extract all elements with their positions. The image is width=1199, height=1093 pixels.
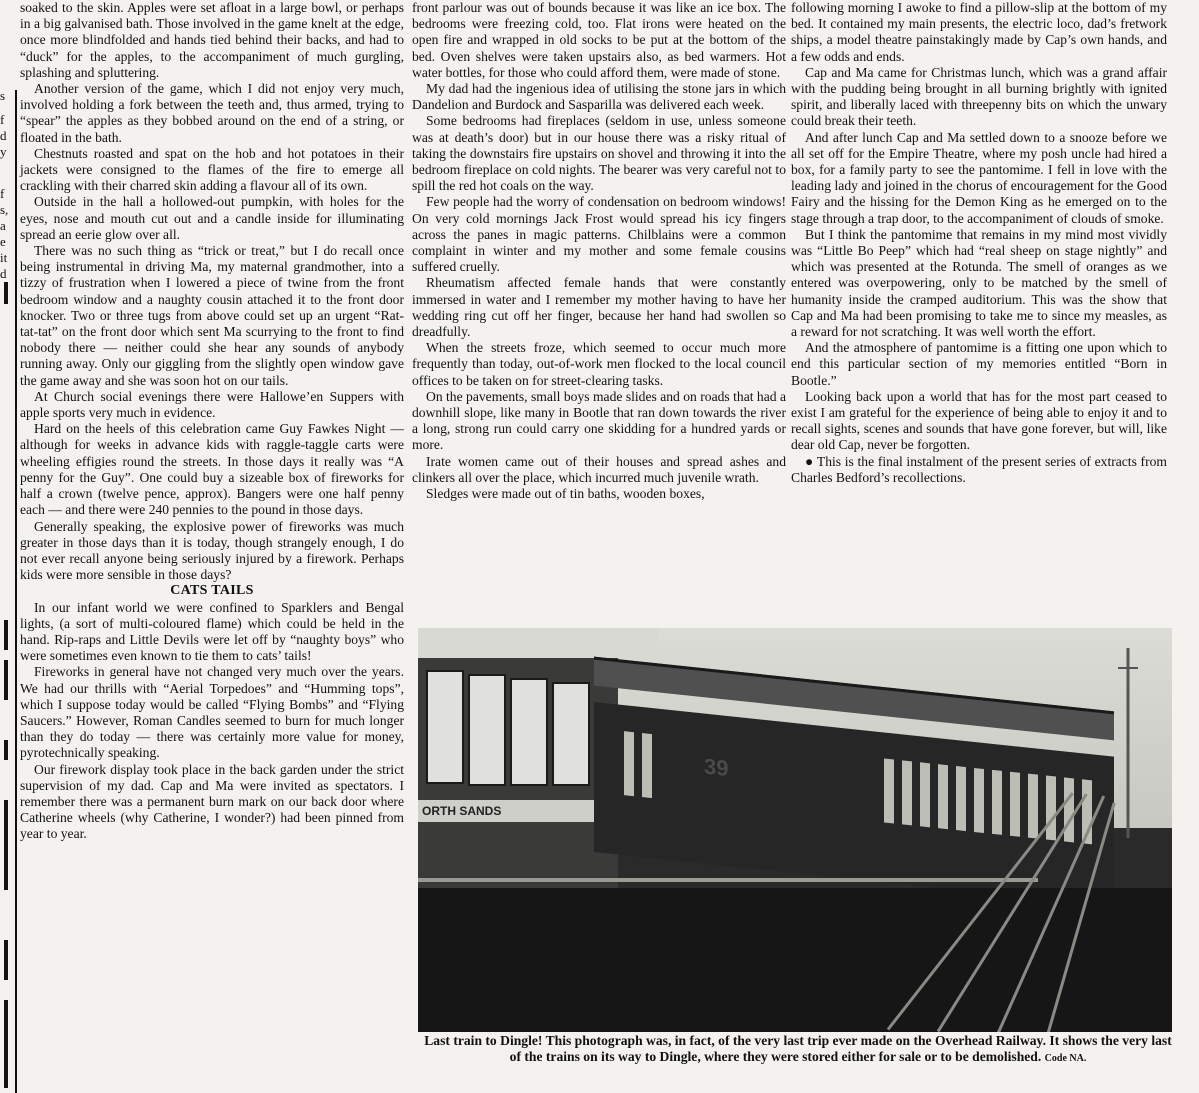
margin-fragment: s (0, 88, 6, 103)
paragraph: Another version of the game, which I did not enjoy very much, involved holding a fork between the teeth and, thus armed, trying to “spear” the apples as they bobbed around on the end of a string, or floated in the bath. (20, 81, 404, 145)
margin-fragment: a (0, 218, 6, 233)
paragraph: front parlour was out of bounds because it was like an ice box. The bedrooms were freezing cold, too. Flat irons were heated on the open fire and wrapped in old socks to be put at the bottom of the bed. Oven shelves were taken upstairs also, as bed warmers. Hot water bottles, for those who could afford them, were made of stone. (412, 0, 786, 80)
paragraph: Few people had the worry of condensation on bedroom windows! On very cold mornings Jack Frost would spread his icy fingers across the panes in magic patterns. Chilblains were a common complaint in winter and my mother and some female cousins suffered cruelly. (412, 194, 786, 275)
signal-mast (1108, 648, 1148, 838)
station-window (552, 682, 590, 786)
margin-bar (4, 660, 8, 700)
paragraph: But I think the pantomime that remains in my mind most vividly was “Little Bo Peep” which had “real sheep on stage nightly” and which was presented at the Rotunda. The smell of oranges as we entered was overpowering, only to be matched by the smell of humanity inside the cramped auditorium. This was the show that Cap and Ma had been promising to take me to since my measles, as a reward for not scratching. It was well worth the effort. (791, 226, 1167, 340)
paragraph: Our firework display took place in the back garden under the strict supervision of my dad. Cap and Ma were invited as spectators. I remember there was a permanent burn mark on our back door where Catherine wheels (why Catherine, I wonder?) had been pinned from year to year. (20, 761, 404, 842)
paragraph: Sledges were made out of tin baths, wooden boxes, (426, 486, 705, 502)
paragraph: soaked to the skin. Apples were set afloat in a large bowl, or perhaps in a big galvanised bath. Those involved in the game knelt at the edge, once more blindfolded and hands tied behind their backs, and had to “duck” for the apples, to the accompaniment of much gurgling, splashing and spluttering. (20, 0, 404, 80)
paragraph: When the streets froze, which seemed to occur much more frequently than today, out-of-work men flocked to the local council offices to be taken on for street-clearing tasks. (412, 340, 786, 388)
train-window (642, 733, 652, 798)
paragraph: Chestnuts roasted and spat on the hob and hot potatoes in their jackets were consigned to the flames of the fire to emerge all crackling with their charred skin adding a flavour all of its own. (20, 145, 404, 194)
paragraph: Looking back upon a world that has for the most part ceased to exist I am grateful for the experience of being able to enjoy it and to recall sights, scenes and sounds that have gone forever, but will, like dear old Cap, never be forgotten. (791, 388, 1167, 453)
left-margin-fragments (0, 0, 16, 1093)
railway-deck (418, 888, 1172, 1032)
paragraph: There was no such thing as “trick or treat,” but I do recall once being instrumental in driving Ma, my maternal grandmother, into a tizzy of frustration when I lowered a piece of twine from the front bedroom window and a naughty cousin attached it to the front door knocker. Two or three tugs from above could set up an urgent “Rat-tat-tat” on the front door which sent Ma scurrying to the front to find nobody there — neither could she hear any sounds of anybody running away. Only our giggling from the slightly open window gave the game away and she was soon hot on our tails. (20, 243, 404, 388)
train-number: 39 (704, 753, 729, 782)
margin-fragment: s, (0, 202, 9, 217)
margin-bar (4, 1000, 8, 1088)
section-subhead: CATS TAILS (170, 583, 254, 599)
margin-fragment: d (0, 266, 7, 281)
paragraph: Outside in the hall a hollowed-out pumpkin, with holes for the eyes, nose and mouth cut out and a candle inside for illuminating spread an eerie glow over all. (20, 194, 404, 242)
train-window (1046, 776, 1056, 841)
paragraph: Rheumatism affected female hands that were constantly immersed in water and I remember my mother having to have her wedding ring cut off her finger, because her hand had swollen so dreadfully. (412, 275, 786, 340)
paragraph: At Church social evenings there were Hallowe’en Suppers with apple sports very much in evidence. (20, 388, 404, 421)
train-window (1010, 772, 1020, 837)
margin-fragment: it (0, 250, 8, 265)
series-note: ● This is the final instalment of the present series of extracts from Charles Bedford’s recollections. (791, 453, 1167, 485)
train-window (624, 731, 634, 796)
train-window (938, 764, 948, 829)
article-column-3 (791, 0, 1167, 486)
paragraph: And after lunch Cap and Ma settled down to a snooze before we all set off for the Empire Theatre, where my posh uncle had hired a box, for a family party to see the pantomime. I fell in love with the leading lady and joined in the chorus of encouragement for the Good Fairy and the hissing for the Demon King as he emerged on to the stage through a trap door, to the accompaniment of clouds of smoke. (791, 129, 1167, 226)
train-window (902, 760, 912, 825)
paragraph: Hard on the heels of this celebration came Guy Fawkes Night — although for weeks in advance kids with raggle-taggle carts were wheeling effigies round the streets. In those days it really was “A penny for the Guy”. One could buy a sizeable box of fireworks for half a crown (twelve pence, approx). Bangers were one half penny each — and there were 240 pennies to the pound in those days. (20, 421, 404, 518)
margin-bar (4, 740, 8, 760)
article-column-1 (20, 0, 404, 843)
platform-edge (418, 878, 1038, 882)
paragraph: following morning I awoke to find a pillow-slip at the bottom of my bed. It contained my main presents, the electric loco, dad’s fretwork ships, a model theatre painstakingly made by Cap’s own hands, and a few odds and ends. (791, 0, 1167, 64)
paragraph: Irate women came out of their houses and spread ashes and clinkers all over the place, which incurred much juvenile wrath. (412, 453, 786, 485)
column-rule (15, 90, 17, 1093)
train-window (884, 758, 894, 823)
train-window (1028, 774, 1038, 839)
station-building (418, 658, 618, 908)
photo-caption (418, 1033, 1178, 1067)
margin-bar (4, 620, 8, 650)
train-window (1064, 777, 1074, 842)
caption-text: Last train to Dingle! This photograph was, in fact, of the very last trip ever made on the Overhead Railway. It shows the very last of the trains on its way to Dingle, where they were stored either for sale or to be demolished. (424, 1033, 1172, 1064)
paragraph: Generally speaking, the explosive power of fireworks was much greater in those days than it is today, though strangely enough, I do not ever recall anyone being seriously injured by a firework. Perhaps kids were more sensible in those days? (20, 518, 404, 583)
station-window (510, 678, 548, 786)
train-window (992, 770, 1002, 835)
paragraph: On the pavements, small boys made slides and on roads that had a downhill slope, like many in Bootle that ran down towards the river a long, strong run could carry one skidding for a hundred yards or more. (412, 388, 786, 453)
paragraph: In our infant world we were confined to Sparklers and Bengal lights, (a sort of multi-coloured flame) which could be held in the hand. Rip-raps and Little Devils were let off by “naughty boys” who were sometimes even known to tie them to cats’ tails! (20, 599, 404, 664)
margin-bar (4, 800, 8, 890)
margin-fragment: y (0, 144, 7, 159)
station-window (468, 674, 506, 786)
margin-fragment: f (0, 112, 5, 127)
train-window (956, 766, 966, 831)
margin-bar (4, 282, 8, 304)
train-photograph (418, 628, 1172, 1032)
paragraph: My dad had the ingenious idea of utilising the stone jars in which Dandelion and Burdock and Sasparilla was delivered each week. (412, 81, 786, 113)
station-window (426, 670, 464, 784)
train-window (974, 768, 984, 833)
train-window (920, 762, 930, 827)
paragraph: Fireworks in general have not changed very much over the years. We had our thrills with “Aerial Torpedoes” and “Humming tops”, which I suppose today would be called “Flying Bombs” and “Flying Saucers.” However, Roman Candles seemed to burn for much longer than they do today — there was certainly more value for money, pyrotechnically speaking. (20, 664, 404, 761)
paragraph: And the atmosphere of pantomime is a fitting one upon which to end this particular section of my memories entitled “Born in Bootle.” (791, 340, 1167, 388)
margin-fragment: d (0, 128, 7, 143)
caption-code: Code NA. (1044, 1053, 1087, 1064)
margin-fragment: f (0, 186, 5, 201)
margin-bar (4, 940, 8, 980)
station-sign: ORTH SANDS (418, 800, 598, 822)
margin-fragment: e (0, 234, 6, 249)
paragraph: Some bedrooms had fireplaces (seldom in use, unless someone was at death’s door) but in our house there was a risky ritual of taking the downstairs fire upstairs on shovel and throwing it into the bedroom fireplace on cold nights. The bearer was very careful not to spill the red hot coals on the way. (412, 113, 786, 194)
article-column-2 (412, 0, 786, 502)
paragraph: Cap and Ma came for Christmas lunch, which was a grand affair with the pudding being brought in all burning brightly with ignited spirit, and liberally laced with threepenny bits on which the unwary could break their teeth. (791, 64, 1167, 129)
